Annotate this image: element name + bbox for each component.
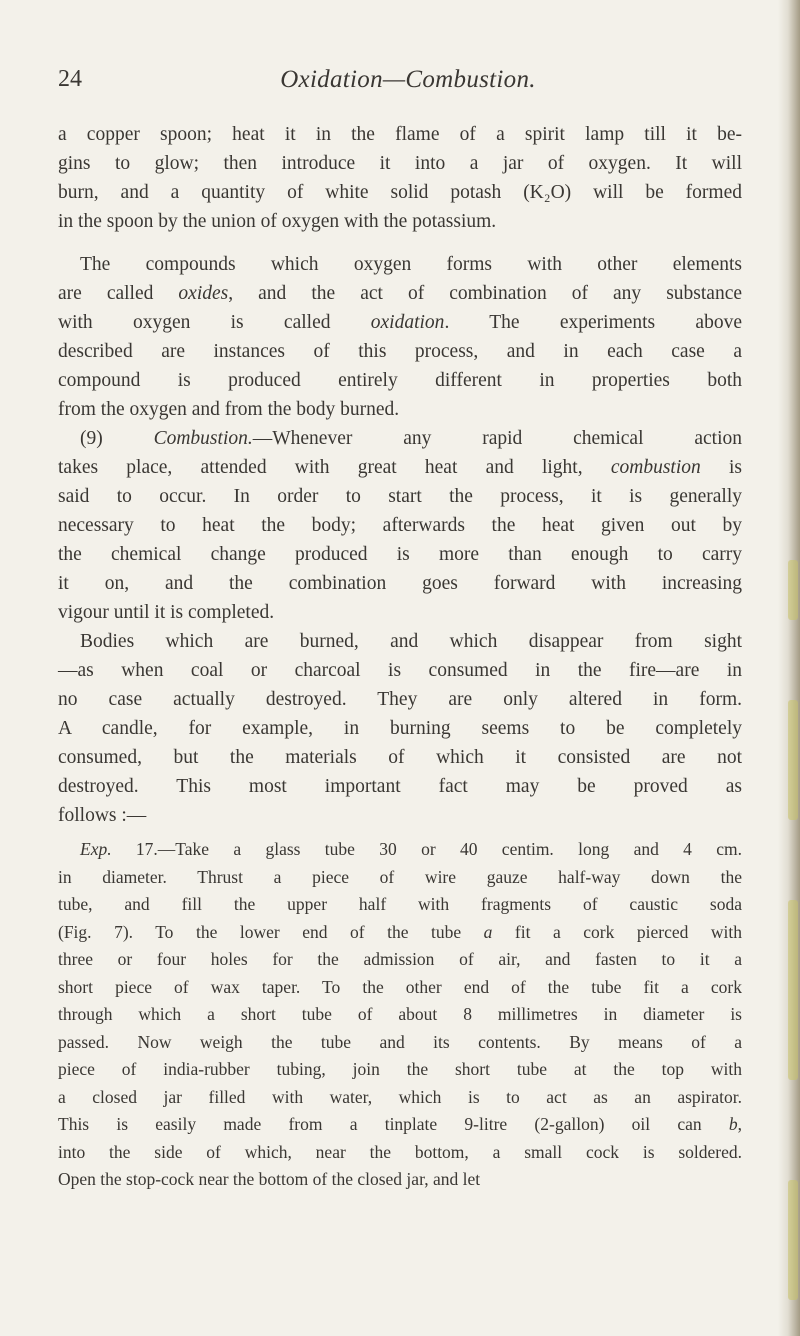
text-run: takes place, attended with great heat and light, (58, 457, 611, 478)
section-number: (9) (80, 428, 154, 449)
italic-term-oxidation: oxidation (370, 312, 445, 333)
text-line: burn, and a quantity of white solid potash (K₂O) will be formed (58, 182, 742, 203)
text-line: consumed, but the materials of which it consisted are not (58, 747, 742, 768)
text-run: —Whenever any rapid chemical action (252, 428, 742, 449)
page-edge-shadow (778, 0, 800, 1336)
text-line (58, 424, 742, 453)
running-title: Oxidation—Combustion. (280, 66, 536, 93)
text-line (58, 453, 742, 482)
paragraph-1 (58, 120, 742, 236)
text-line: passed. Now weigh the tube and its contents. By means of a (58, 1031, 742, 1052)
text-line: a closed jar filled with water, which is to act as an aspirator. (58, 1086, 742, 1107)
text-line: three or four holes for the admission of air, and fasten to it a (58, 949, 742, 969)
page-edge-stain (788, 560, 798, 620)
italic-label-b: b (728, 1114, 738, 1134)
text-line: described are instances of this process, and in each case a (58, 341, 742, 362)
text-run: is (700, 457, 742, 478)
text-run: fit a cork pierced with (492, 921, 742, 942)
text-run: (Fig. 7). To the lower end of the tube (58, 921, 484, 942)
text-run: 17.—Take a glass tube 30 or 40 centim. long and 4 cm. (111, 839, 742, 859)
text-line: Bodies which are burned, and which disappear from sight (80, 631, 742, 652)
text-line: the chemical change produced is more than enough to carry (58, 544, 742, 565)
page-edge-stain (788, 1180, 798, 1300)
text-line: from the oxygen and from the body burned. (58, 399, 400, 420)
text-run: , and the act of combination of any substance (228, 283, 743, 304)
text-run: . The experiments above (444, 312, 742, 333)
paragraph-3 (58, 424, 742, 627)
text-line: gins to glow; then introduce it into a jar of oxygen. It will (58, 153, 742, 174)
text-line: said to occur. In order to start the process, it is generally (58, 486, 742, 507)
paragraph-4 (58, 627, 742, 830)
text-line (58, 279, 742, 308)
text-line (58, 1111, 742, 1139)
text-run: with oxygen is called (58, 312, 371, 333)
text-line: necessary to heat the body; afterwards the heat given out by (58, 515, 742, 536)
text-line: The compounds which oxygen forms with other elements (80, 254, 742, 275)
text-line: no case actually destroyed. They are only altered in form. (58, 689, 742, 710)
text-line: —as when coal or charcoal is consumed in the fire—are in (58, 660, 742, 681)
text-line: piece of india-rubber tubing, join the short tube at the top with (58, 1059, 742, 1079)
text-line: into the side of which, near the bottom, a small cock is soldered. (58, 1141, 742, 1162)
text-run: , (737, 1114, 742, 1134)
italic-label-a: a (483, 921, 493, 942)
text-line: a copper spoon; heat it in the flame of a spirit lamp till it be- (58, 124, 742, 145)
text-line (58, 919, 742, 947)
paragraph-2 (58, 250, 742, 424)
italic-term-oxides: oxides (178, 283, 229, 304)
text-run: are called (58, 283, 179, 304)
text-line: A candle, for example, in burning seems to be completely (58, 718, 742, 739)
text-line: destroyed. This most important fact may be proved as (58, 776, 742, 797)
text-line: follows :— (58, 805, 147, 826)
text-run: This is easily made from a tinplate 9-litre (2-gallon) oil can (58, 1114, 729, 1134)
text-line: compound is produced entirely different in properties both (58, 370, 742, 391)
text-line: in the spoon by the union of oxygen with the potassium. (58, 211, 497, 232)
page-edge-stain (788, 700, 798, 820)
text-line: in diameter. Thrust a piece of wire gauze half-way down the (58, 866, 742, 887)
text-line: vigour until it is completed. (58, 602, 275, 623)
italic-term-combustion: combustion (610, 457, 701, 478)
page-number: 24 (58, 66, 82, 92)
experiment-17 (58, 836, 742, 1194)
text-line (58, 308, 742, 337)
text-line: through which a short tube of about 8 millimetres in diameter is (58, 1004, 742, 1024)
text-line: it on, and the combination goes forward with increasing (58, 573, 742, 594)
text-line: Open the stop-cock near the bottom of the closed jar, and let (58, 1169, 481, 1189)
text-line (58, 836, 742, 864)
page-header (58, 66, 758, 106)
text-line: tube, and fill the upper half with fragments of caustic soda (58, 894, 742, 914)
paragraph-gap (58, 236, 742, 250)
section-heading-combustion: Combustion. (153, 428, 253, 449)
experiment-label: Exp. (80, 839, 112, 859)
body-text (58, 120, 742, 1194)
page-edge-stain (788, 900, 798, 1080)
text-line: short piece of wax taper. To the other end of the tube fit a cork (58, 976, 742, 997)
